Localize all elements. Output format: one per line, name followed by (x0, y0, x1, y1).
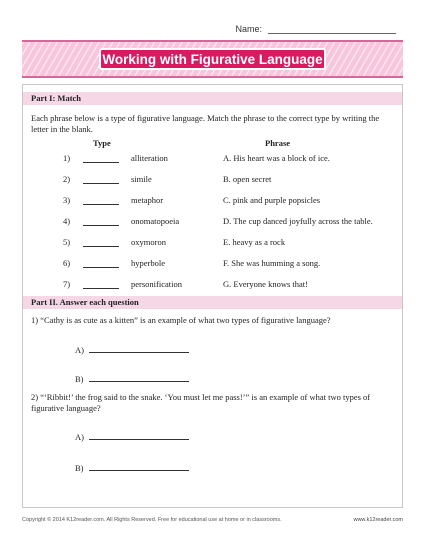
answer-a-line[interactable] (89, 430, 189, 440)
match-row (23, 279, 402, 291)
answer-blank[interactable] (83, 174, 119, 184)
type-term: onomatopoeia (131, 216, 180, 226)
type-term: metaphor (131, 195, 164, 205)
answer-a-label: A) (75, 432, 84, 442)
row-number: 4) (63, 216, 71, 226)
match-row (23, 153, 402, 165)
match-row (23, 237, 402, 249)
title-banner (22, 40, 403, 78)
phrase-option: A. His heart was a block of ice. (223, 153, 330, 163)
part1-instructions: Each phrase below is a type of figurative language. Match the phrase to the correct type by writing the letter in the blank. (31, 113, 380, 134)
match-row (23, 174, 402, 186)
answer-blank[interactable] (83, 153, 119, 163)
type-term: simile (131, 174, 152, 184)
column-header-phrase: Phrase (265, 138, 291, 148)
answer-blank[interactable] (83, 237, 119, 247)
row-number: 1) (63, 153, 71, 163)
part1-heading: Part I: Match (23, 92, 402, 105)
copyright-text: Copyright © 2014 K12reader.com. All Rights Reserved. Free for educational use at home or in classrooms. (22, 517, 282, 523)
worksheet-frame (22, 84, 403, 508)
match-row (23, 195, 402, 207)
answer-blank[interactable] (83, 195, 119, 205)
name-label: Name: (235, 24, 262, 34)
part2-heading: Part II. Answer each question (23, 296, 402, 309)
row-number: 5) (63, 237, 71, 247)
type-term: oxymoron (131, 237, 166, 247)
answer-a-line[interactable] (89, 343, 189, 353)
column-header-type: Type (93, 138, 111, 148)
answer-blank[interactable] (83, 279, 119, 289)
answer-b-line[interactable] (89, 461, 189, 471)
phrase-option: C. pink and purple popsicles (223, 195, 321, 205)
match-row (23, 216, 402, 228)
type-term: personification (131, 279, 182, 289)
answer-b-label: B) (75, 374, 84, 384)
answer-blank[interactable] (83, 258, 119, 268)
answer-b-label: B) (75, 463, 84, 473)
page-title: Working with Figurative Language (102, 51, 323, 67)
answer-blank[interactable] (83, 216, 119, 226)
q1-answer-a (75, 343, 189, 355)
title-box (99, 48, 326, 70)
phrase-option: D. The cup danced joyfully across the table. (223, 216, 373, 226)
phrase-option: G. Everyone knows that! (223, 279, 308, 289)
answer-b-line[interactable] (89, 372, 189, 382)
phrase-option: B. open secret (223, 174, 272, 184)
row-number: 6) (63, 258, 71, 268)
q2-answer-b (75, 461, 189, 473)
match-row (23, 258, 402, 270)
phrase-option: E. heavy as a rock (223, 237, 286, 247)
phrase-option: F. She was humming a song. (223, 258, 321, 268)
row-number: 2) (63, 174, 71, 184)
answer-a-label: A) (75, 345, 84, 355)
type-term: alliteration (131, 153, 168, 163)
site-link[interactable]: www.k12reader.com (353, 517, 403, 523)
name-blank-line[interactable] (268, 24, 396, 34)
question-1: 1) “Cathy is as cute as a kitten” is an example of what two types of figurative language? (31, 315, 331, 325)
row-number: 7) (63, 279, 71, 289)
name-field (235, 24, 396, 34)
q1-answer-b (75, 372, 189, 384)
type-term: hyperbole (131, 258, 165, 268)
question-2: 2) “‘Ribbit!’ the frog said to the snake. ‘You must let me pass!’” is an example of what two types of figurative language? (31, 392, 371, 413)
row-number: 3) (63, 195, 71, 205)
footer (22, 517, 403, 523)
q2-answer-a (75, 430, 189, 442)
